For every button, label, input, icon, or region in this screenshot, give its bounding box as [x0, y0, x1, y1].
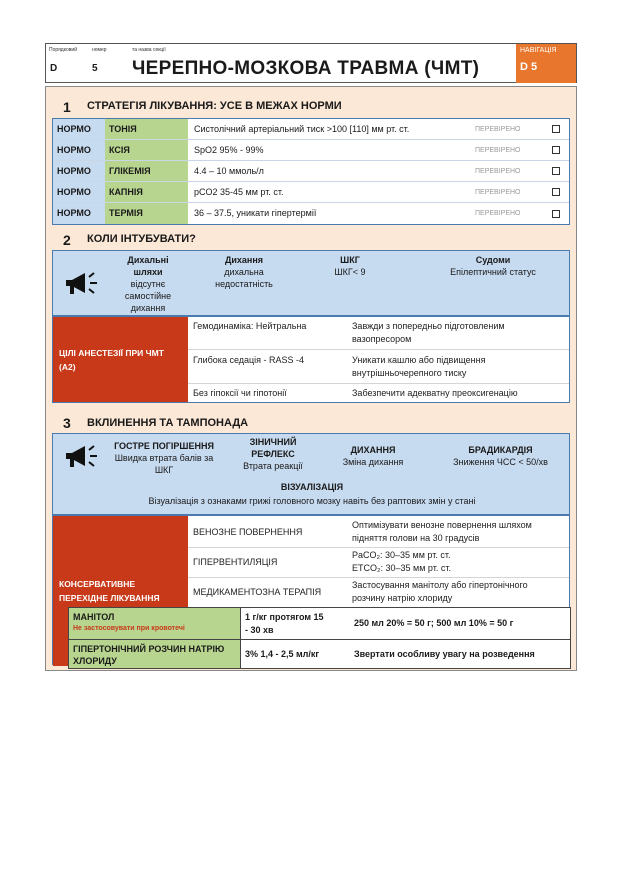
nav-value[interactable]: D 5	[520, 61, 538, 73]
table-row	[53, 119, 569, 140]
sign-head: ГОСТРЕ ПОГІРШЕННЯ	[114, 441, 214, 451]
treatment-left: МЕДИКАМЕНТОЗНА ТЕРАПІЯ	[193, 587, 322, 597]
goal-right	[352, 320, 505, 346]
criteria-head: ШКГ	[340, 255, 360, 265]
check-label: ПЕРЕВІРЕНО	[473, 161, 543, 181]
section2-title: КОЛИ ІНТУБУВАТИ?	[87, 233, 196, 245]
divider	[188, 577, 569, 578]
status-cell: НОРМО	[53, 182, 105, 202]
sign-text: Швидка втрата балів за	[114, 453, 214, 463]
goal-left: Глибока седація - RASS -4	[193, 355, 305, 365]
desc-cell: 36 – 37.5, уникати гіпертермії	[188, 203, 473, 224]
check-label: ПЕРЕВІРЕНО	[473, 140, 543, 160]
sign-deterioration	[109, 440, 219, 476]
number-label: номер	[92, 47, 107, 53]
check-checkbox[interactable]	[552, 125, 560, 133]
section3-title: ВКЛИНЕННЯ ТА ТАМПОНАДА	[87, 417, 249, 429]
intubation-criteria	[52, 250, 570, 316]
status-cell: НОРМО	[53, 140, 105, 160]
goals-label-line: (А2)	[59, 361, 76, 372]
criteria-gcs	[315, 254, 385, 278]
goal-right-line: вазопресором	[352, 334, 412, 344]
divider	[188, 349, 569, 350]
criteria-head: шляхи	[133, 267, 163, 277]
status-cell: НОРМО	[53, 119, 105, 139]
imaging-text: Візуалізація з ознаками грижі головного мозку навіть без раптових змін у стані	[148, 496, 476, 506]
criteria-text: Епілептичний статус	[450, 267, 536, 277]
divider	[188, 383, 569, 384]
sign-text: ШКГ	[154, 465, 174, 475]
table-row	[53, 161, 569, 182]
goals-label-line: ЦІЛІ АНЕСТЕЗІЇ ПРИ ЧМТ	[59, 347, 164, 358]
goal-right	[352, 387, 518, 400]
criteria-seizures	[433, 254, 553, 278]
treatment-right-line: розчину натрію хлориду	[352, 593, 453, 603]
check-checkbox[interactable]	[552, 188, 560, 196]
table-row	[53, 182, 569, 203]
herniation-signs	[52, 433, 570, 515]
treatment-left: ВЕНОЗНЕ ПОВЕРНЕННЯ	[193, 527, 303, 537]
criteria-text: відсутнє	[130, 279, 166, 289]
treatment-right-line: Оптимізувати венозне повернення шляхом	[352, 520, 532, 530]
drug-table	[68, 607, 571, 669]
sign-head: БРАДИКАРДІЯ	[468, 445, 533, 455]
goal-right-line: Завжди з попередньо підготовленим	[352, 321, 505, 331]
imaging-note	[53, 481, 571, 507]
check-checkbox[interactable]	[552, 146, 560, 154]
sign-text: Втрата реакції	[243, 461, 303, 471]
treatment-label-line: КОНСЕРВАТИВНЕ	[59, 579, 136, 589]
sign-head: РЕФЛЕКС	[251, 449, 295, 459]
treatment-label-line: ПЕРЕХІДНЕ ЛІКУВАННЯ	[59, 593, 160, 603]
goal-right-line: Забезпечити адекватну преоксигенацію	[352, 388, 518, 398]
criteria-text: дихання	[130, 303, 166, 313]
goal-right	[352, 354, 486, 380]
drug-warning: Не застосовувати при кровотечі	[73, 625, 185, 632]
section3-number: 3	[63, 415, 71, 431]
treatment-right-line: ETCO₂: 30–35 мм рт. ст.	[352, 563, 451, 573]
criteria-text: ШКГ< 9	[334, 267, 366, 277]
treatment-right-line: Застосування манітолу або гіпертонічного	[352, 580, 528, 590]
desc-cell: pCO2 35-45 мм рт. ст.	[188, 182, 473, 202]
desc-cell: Систолічний артеріальний тиск >100 [110] мм рт. ст.	[188, 119, 473, 139]
goal-left: Без гіпоксії чи гіпотонії	[193, 388, 287, 398]
goal-left: Гемодинаміка: Нейтральна	[193, 321, 307, 331]
criteria-head: Судоми	[475, 255, 511, 265]
table-row	[53, 140, 569, 161]
criteria-text: недостатність	[215, 279, 273, 289]
table-row	[53, 203, 569, 224]
drug-name: МАНІТОЛ	[73, 612, 115, 622]
navigation-box[interactable]	[516, 44, 576, 83]
main-panel	[45, 86, 577, 671]
section1-number: 1	[63, 99, 71, 115]
check-checkbox[interactable]	[552, 167, 560, 175]
sign-breathing	[333, 444, 413, 468]
goal-right-line: внутрішньочерепного тиску	[352, 368, 467, 378]
sign-text: Зміна дихання	[342, 457, 404, 467]
section-label: та назва секції	[132, 47, 166, 53]
drug-dose: 3% 1,4 - 2,5 мл/кг	[240, 640, 348, 668]
param-cell: КАПНІЯ	[105, 182, 188, 202]
goals-label	[53, 317, 188, 402]
sign-text: Зниження ЧСС < 50/хв	[453, 457, 548, 467]
criteria-airway	[117, 254, 179, 314]
table-row	[69, 639, 570, 668]
nav-label: НАВІГАЦІЯ	[520, 47, 557, 54]
drug-dose: 1 г/кг протягом 15	[245, 612, 324, 622]
drug-note: Звертати особливу увагу на розведення	[354, 648, 535, 659]
sign-pupil	[233, 436, 313, 472]
drug-dose: - 30 хв	[245, 625, 274, 635]
anesthesia-goals	[52, 316, 570, 403]
megaphone-icon	[63, 442, 99, 470]
treatment-right-line: підняття голови на 30 градусів	[352, 533, 480, 543]
drug-dose-cell	[240, 608, 348, 639]
section1-title: СТРАТЕГІЯ ЛІКУВАННЯ: УСЕ В МЕЖАХ НОРМИ	[87, 100, 342, 112]
divider	[188, 547, 569, 548]
criteria-text: дихальна	[224, 267, 264, 277]
criteria-breathing	[199, 254, 289, 290]
treatment-right-line: PaCO₂: 30–35 мм рт. ст.	[352, 550, 451, 560]
param-cell: ГЛІКЕМІЯ	[105, 161, 188, 181]
megaphone-icon	[63, 269, 99, 297]
sign-head: ЗІНИЧНИЙ	[249, 437, 297, 447]
imaging-title: ВІЗУАЛІЗАЦІЯ	[280, 482, 344, 492]
norms-table	[52, 118, 570, 225]
drug-name: ГІПЕРТОНІЧНИЙ РОЗЧИН НАТРІЮ ХЛОРИДУ	[69, 640, 240, 668]
check-label: ПЕРЕВІРЕНО	[473, 119, 543, 139]
param-cell: ТЕРМІЯ	[105, 203, 188, 224]
check-checkbox[interactable]	[552, 210, 560, 218]
check-label: ПЕРЕВІРЕНО	[473, 203, 543, 224]
order-label: Порядковий	[49, 47, 77, 53]
sign-head: ДИХАННЯ	[350, 445, 396, 455]
goal-right-line: Уникати кашлю або підвищення	[352, 355, 486, 365]
section2-number: 2	[63, 232, 71, 248]
sign-bradycardia	[443, 444, 558, 468]
treatment-right	[352, 549, 451, 575]
number-value: 5	[92, 63, 98, 74]
criteria-head: Дихання	[224, 255, 264, 265]
treatment-left: ГІПЕРВЕНТИЛЯЦІЯ	[193, 557, 278, 567]
criteria-text: самостійне	[124, 291, 172, 301]
drug-note: 250 мл 20% = 50 г; 500 мл 10% = 50 г	[354, 618, 514, 628]
table-row	[69, 608, 570, 639]
param-cell: ТОНІЯ	[105, 119, 188, 139]
order-value: D	[50, 63, 58, 74]
page-title: ЧЕРЕПНО-МОЗКОВА ТРАВМА (ЧМТ)	[132, 58, 480, 79]
status-cell: НОРМО	[53, 161, 105, 181]
page-header	[45, 43, 577, 83]
criteria-head: Дихальні	[127, 255, 169, 265]
desc-cell: SpO2 95% - 99%	[188, 140, 473, 160]
desc-cell: 4.4 – 10 ммоль/л	[188, 161, 473, 181]
param-cell: КСІЯ	[105, 140, 188, 160]
drug-name-cell	[69, 608, 240, 639]
status-cell: НОРМО	[53, 203, 105, 224]
check-label: ПЕРЕВІРЕНО	[473, 182, 543, 202]
treatment-right	[352, 519, 532, 545]
treatment-right	[352, 579, 528, 605]
